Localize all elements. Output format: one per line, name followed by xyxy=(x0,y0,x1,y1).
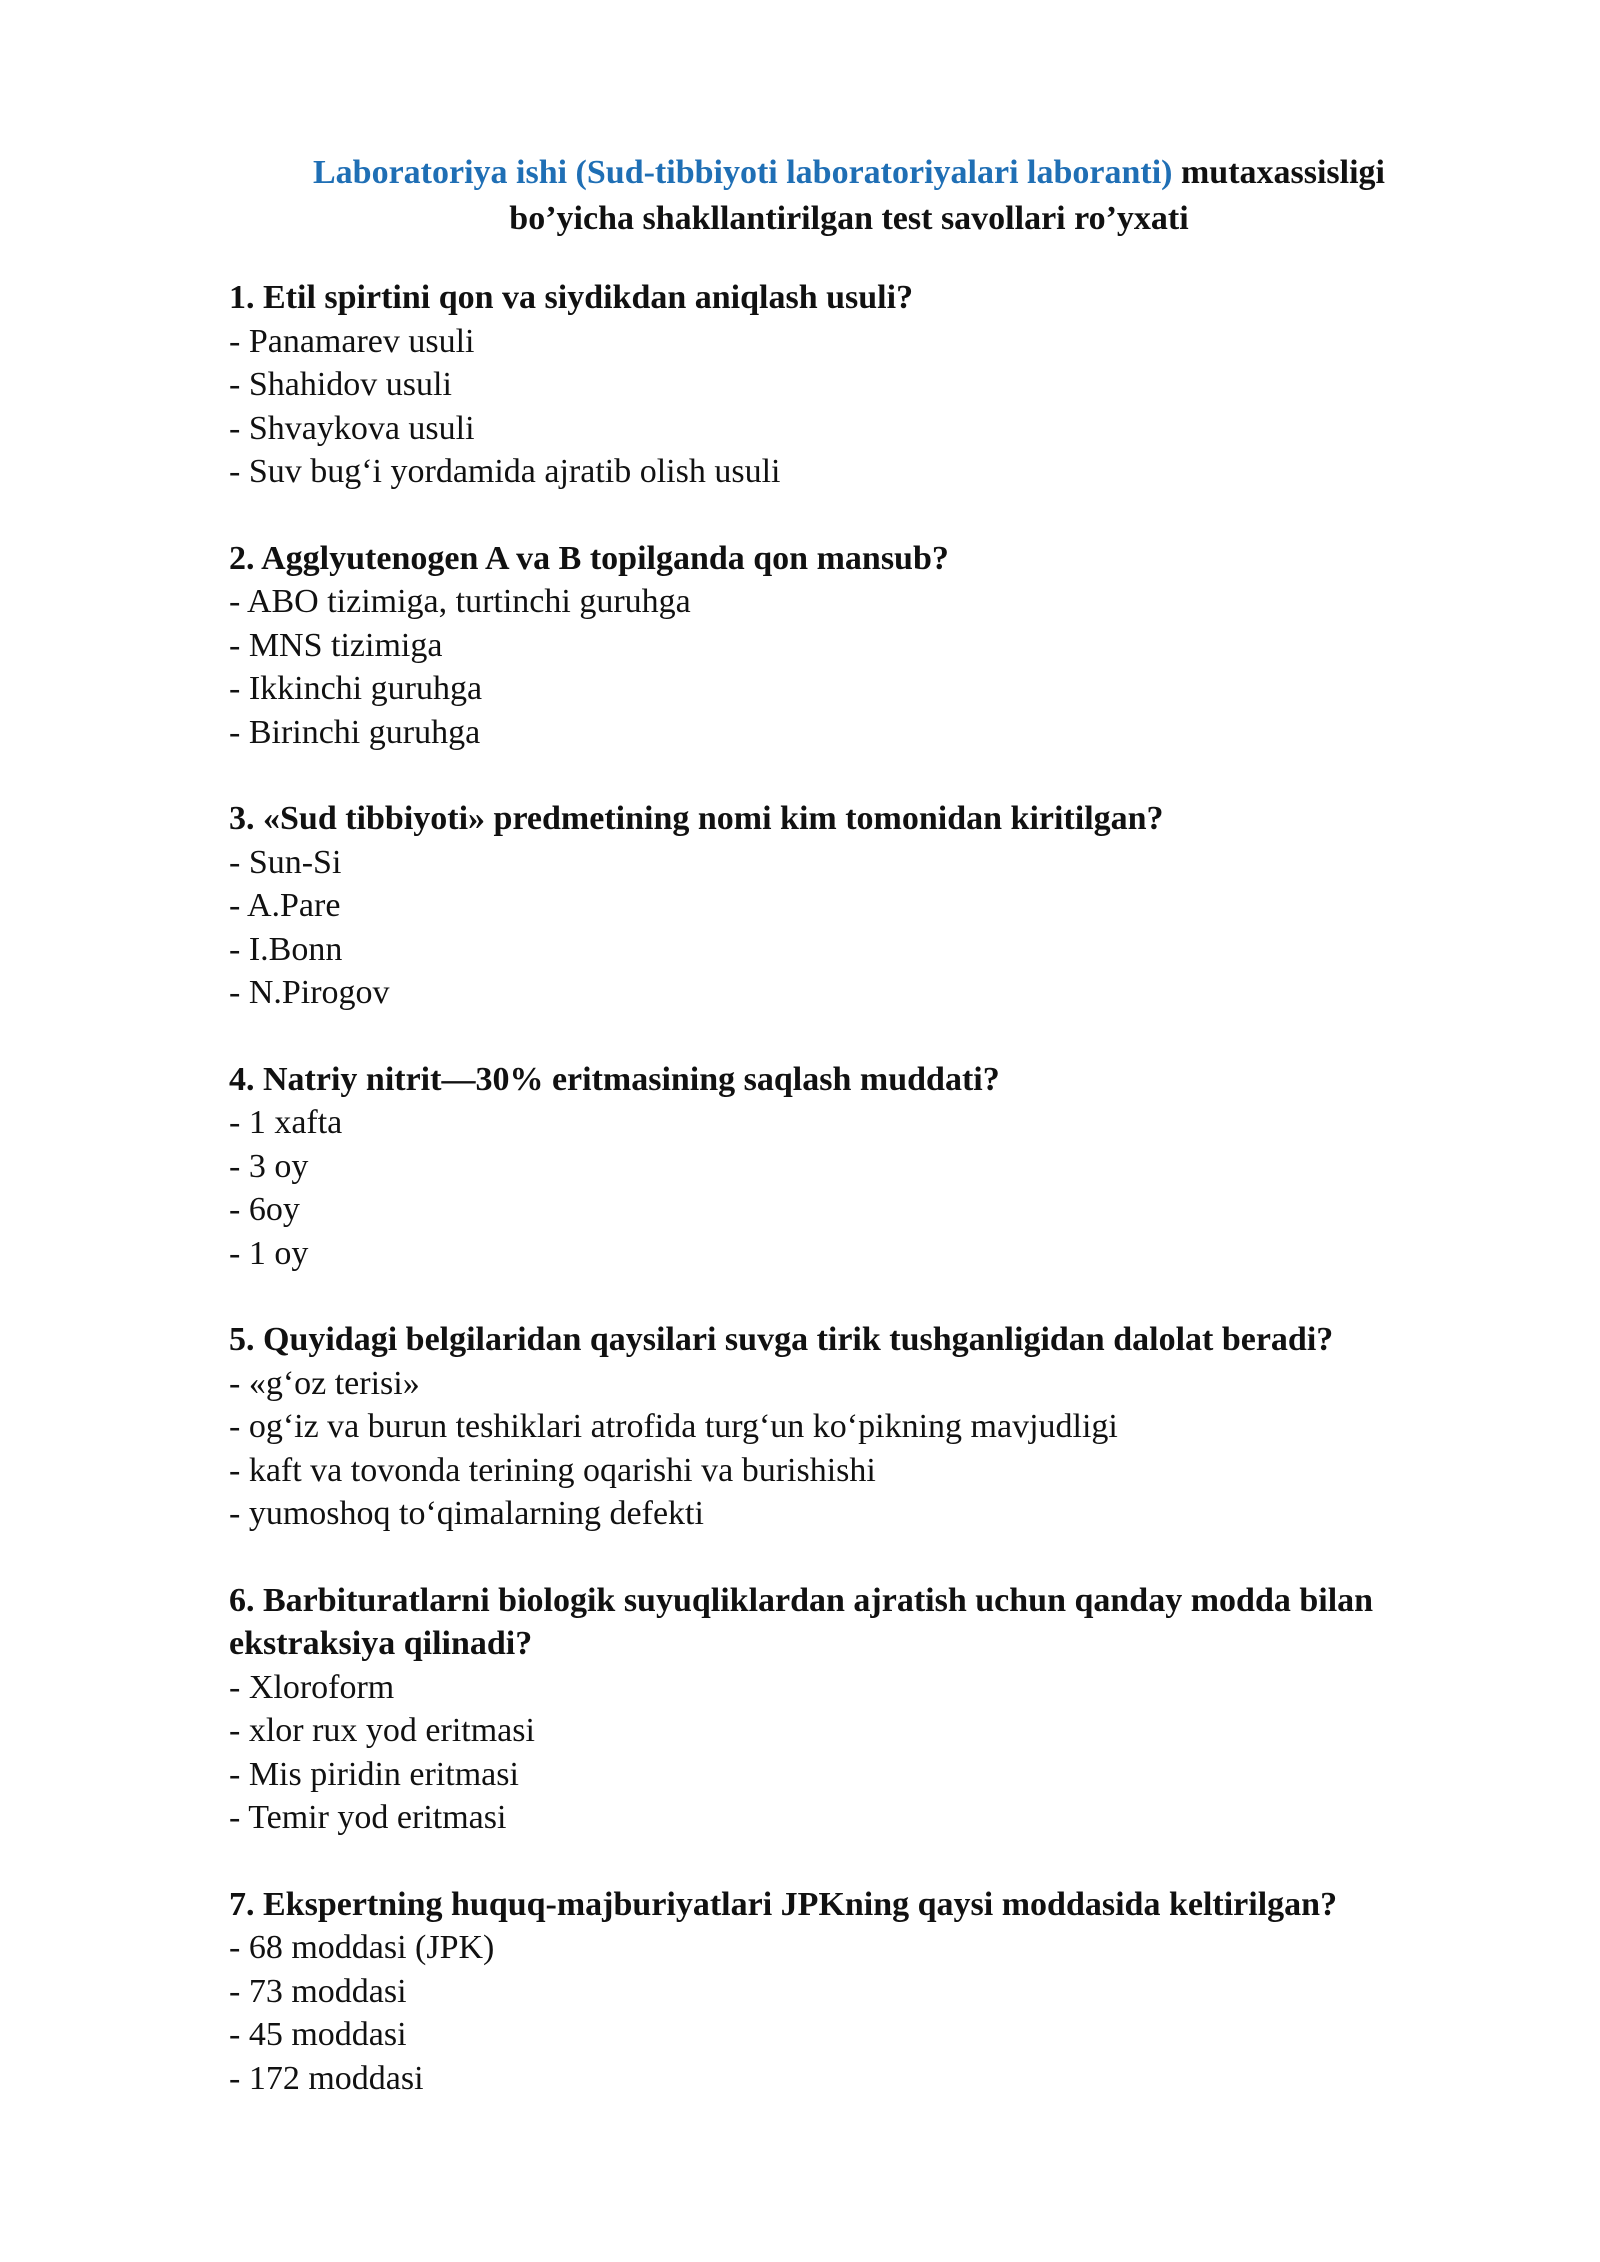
answer-option: - Temir yod eritmasi xyxy=(229,1799,507,1836)
document-page xyxy=(229,150,1469,2143)
question-text: 4. Natriy nitrit—30% eritmasining saqlash muddati? xyxy=(229,1060,1000,1098)
answer-list xyxy=(229,1666,1469,1840)
answer-option: - 1 oy xyxy=(229,1234,309,1272)
question-text: 3. «Sud tibbiyoti» predmetining nomi kim tomonidan kiritilgan? xyxy=(229,800,1164,837)
document-title xyxy=(229,150,1469,242)
answer-option: - yumoshoq to‘qimalarning defekti xyxy=(229,1495,704,1532)
answer-list xyxy=(229,580,1469,754)
answer-option: - 1 xafta xyxy=(229,1104,343,1141)
answer-option: - Shahidov usuli xyxy=(229,366,452,403)
answer-option: - «g‘oz terisi» xyxy=(229,1364,420,1402)
question-item xyxy=(229,797,1469,1015)
answer-option: - Sun-Si xyxy=(229,843,342,881)
answer-option: - og‘iz va burun teshiklari atrofida turg‘un ko‘pikning mavjudligi xyxy=(229,1408,1118,1445)
question-item xyxy=(229,1058,1469,1276)
title-accent: Laboratoriya ishi (Sud-tibbiyoti laboratoriyalari laboranti) xyxy=(312,154,1173,191)
question-text: 2. Agglyutenogen A va B topilganda qon mansub? xyxy=(229,539,949,577)
question-text: 7. Ekspertning huquq-majburiyatlari JPKning qaysi moddasida keltirilgan? xyxy=(229,1885,1338,1923)
answer-option: - 68 moddasi (JPK) xyxy=(229,1929,495,1966)
answer-list xyxy=(229,320,1469,494)
answer-option: - 45 moddasi xyxy=(229,2016,407,2053)
title-line-1 xyxy=(229,150,1469,196)
question-item xyxy=(229,1318,1469,1536)
answer-option: - MNS tizimiga xyxy=(229,626,443,664)
question-text: 5. Quyidagi belgilaridan qaysilari suvga tirik tushganligidan dalolat beradi? xyxy=(229,1321,1334,1358)
answer-option: - 73 moddasi xyxy=(229,1972,407,2010)
answer-option: - 6oy xyxy=(229,1191,300,1228)
question-text: 1. Etil spirtini qon va siydikdan aniqlash usuli? xyxy=(229,279,914,316)
answer-option: - Shvaykova usuli xyxy=(229,409,475,447)
answer-option: - A.Pare xyxy=(229,887,341,924)
title-line-2: bo’yicha shakllantirilgan test savollari ro’yxati xyxy=(509,200,1189,237)
question-item xyxy=(229,1579,1469,1840)
question-item xyxy=(229,1883,1469,2101)
answer-option: - I.Bonn xyxy=(229,930,343,968)
answer-option: - 3 oy xyxy=(229,1147,309,1185)
answer-option: - N.Pirogov xyxy=(229,974,390,1011)
question-list xyxy=(229,276,1469,2100)
answer-list xyxy=(229,1101,1469,1275)
title-rest: mutaxassisligi xyxy=(1172,154,1386,191)
answer-option: - Suv bug‘i yordamida ajratib olish usuli xyxy=(229,453,781,490)
answer-list xyxy=(229,841,1469,1015)
question-text: 6. Barbituratlarni biologik suyuqliklardan ajratish uchun qanday modda bilan ekstraksiya qilinadi? xyxy=(229,1581,1374,1662)
answer-option: - xlor rux yod eritmasi xyxy=(229,1712,535,1749)
answer-option: - Mis piridin eritmasi xyxy=(229,1755,519,1793)
answer-option: - 172 moddasi xyxy=(229,2059,424,2097)
answer-list xyxy=(229,1362,1469,1536)
answer-option: - kaft va tovonda terining oqarishi va burishishi xyxy=(229,1451,876,1489)
answer-option: - Xloroform xyxy=(229,1668,395,1706)
question-item xyxy=(229,537,1469,755)
question-item xyxy=(229,276,1469,494)
answer-option: - Ikkinchi guruhga xyxy=(229,670,483,707)
answer-option: - Panamarev usuli xyxy=(229,322,475,360)
answer-option: - ABO tizimiga, turtinchi guruhga xyxy=(229,583,691,620)
answer-option: - Birinchi guruhga xyxy=(229,713,481,751)
answer-list xyxy=(229,1926,1469,2100)
